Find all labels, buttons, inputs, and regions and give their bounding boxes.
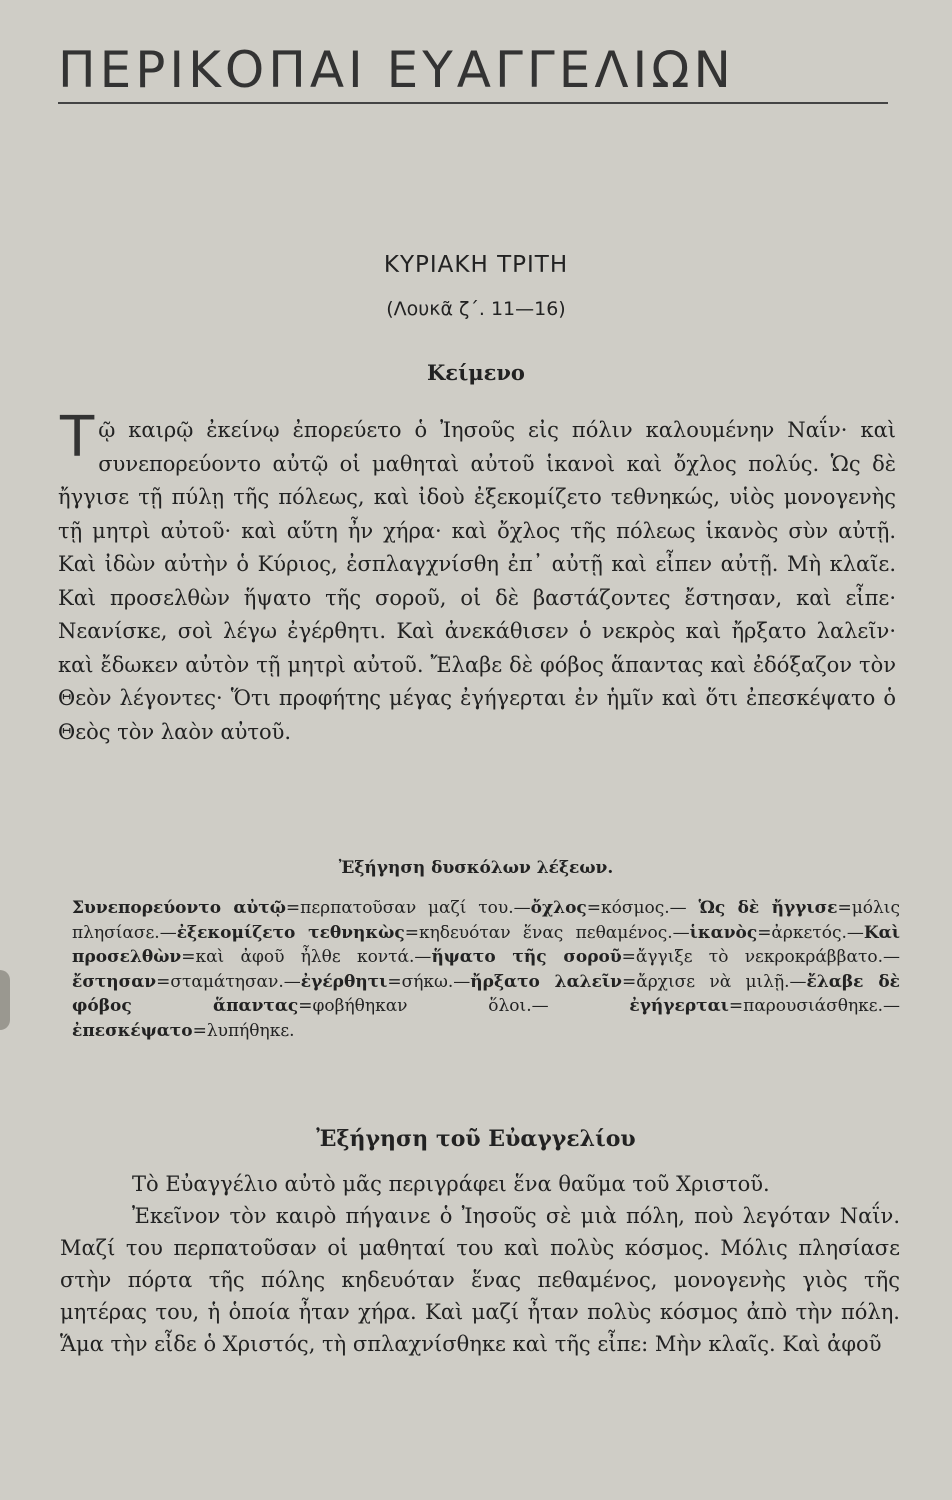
difficult-words-heading: Ἐξήγηση δυσκόλων λέξεων. xyxy=(338,858,614,878)
glossary-meaning: =σταμάτησαν.— xyxy=(156,971,301,992)
explanation-first-sentence: Τὸ Εὐαγγέλιο αὐτὸ μᾶς περιγράφει ἕνα θαῦμα τοῦ Χριστοῦ. xyxy=(132,1172,770,1196)
glossary-paragraph xyxy=(72,896,900,1044)
explanation-body: Ἐκεῖνον τὸν καιρὸ πήγαινε ὁ Ἰησοῦς σὲ μιὰ πόλη, ποὺ λεγόταν Ναΐν. Μαζί του περπατοῦσαν οἱ μαθηταί του καὶ πολὺς κόσμος. Μόλις πλησίασε στὴν πόρτα τῆς πόλης κηδευόταν ἕνας πεθαμένος, μονογενὴς γιὸς τῆς μητέρας του, ἡ ὁποία ἦταν χήρα. Καὶ μαζί ἦταν πολὺς κόσμος ἀπὸ τὴν πόλη. Ἅμα τὴν εἶδε ὁ Χριστός, τὴ σπλαχνίσθηκε καὶ τῆς εἶπε: Μὴν κλαῖς. Καὶ ἀφοῦ xyxy=(60,1204,900,1356)
glossary-term: ὄχλος xyxy=(530,898,587,918)
glossary-term: ἐπεσκέψατο xyxy=(72,1020,193,1041)
glossary-term: ἤρξατο λαλεῖν xyxy=(470,971,622,992)
glossary-term: Καὶ προσελθὼν xyxy=(72,922,900,968)
glossary-term: ἐγήγερται xyxy=(629,996,729,1017)
explanation-heading: Ἐξήγηση τοῦ Εὐαγγελίου xyxy=(316,1126,636,1152)
glossary-meaning: =σήκω.— xyxy=(387,971,471,992)
glossary-meaning: =κόσμος.— xyxy=(586,898,699,918)
sunday-title: ΚΥΡΙΑΚΗ ΤΡΙΤΗ xyxy=(383,252,569,278)
scripture-reference: (Λουκᾶ ζ΄. 11—16) xyxy=(386,298,566,320)
glossary-meaning: =παρουσιάσθηκε.— xyxy=(728,996,900,1017)
glossary-term: ἔστησαν xyxy=(72,971,157,992)
glossary-meaning: =ἀρκετός.— xyxy=(757,922,864,943)
glossary-term: Συνεπορεύοντο αὐτῷ xyxy=(72,898,286,918)
glossary-meaning: =ἄρχισε νὰ μιλῇ.— xyxy=(621,971,807,992)
glossary-term: ἔλαβε δὲ φόβος ἅπαντας xyxy=(72,971,900,1017)
glossary-term: ἐγέρθητι xyxy=(300,971,388,992)
gospel-text-paragraph xyxy=(58,405,896,749)
glossary-term: Ὡς δὲ ἤγγισε xyxy=(698,898,838,918)
glossary-term: ἱκανὸς xyxy=(689,922,758,943)
text-heading: Κείμενο xyxy=(427,360,525,385)
glossary-meaning: =φοβήθηκαν ὅλοι.— xyxy=(298,996,630,1017)
page-header-title: ΠΕΡΙΚΟΠΑΙ ΕΥΑΓΓΕΛΙΩΝ xyxy=(58,40,888,104)
glossary-meaning: =καὶ ἀφοῦ ἦλθε κοντά.— xyxy=(181,947,432,968)
glossary-meaning: =κηδευόταν ἕνας πεθαμένος.— xyxy=(404,922,690,943)
gospel-text-body: ῷ καιρῷ ἐκείνῳ ἐπορεύετο ὁ Ἰησοῦς εἰς πόλιν καλουμένην Ναΐν· καὶ συνεπορεύοντο αὐτῷ οἱ μαθηταὶ αὐτοῦ ἱκανοὶ καὶ ὄχλος πολύς. Ὡς δὲ ἤγγισε τῇ πύλῃ τῆς πόλεως, καὶ ἰδοὺ ἐξεκομίζετο τεθνηκώς, υἱὸς μονογενὴς τῇ μητρὶ αὐτοῦ· καὶ αὕτη ἦν χήρα· καὶ ὄχλος τῆς πόλεως ἱκανὸς σὺν αὐτῇ. Καὶ ἰδὼν αὐτὴν ὁ Κύριος, ἐσπλαγχνίσθη ἐπ᾿ αὐτῇ καὶ εἶπεν αὐτῇ. Μὴ κλαῖε. Καὶ προσελθὼν ἥψατο τῆς σοροῦ, οἱ δὲ βαστάζοντες ἔστησαν, καὶ εἶπε· Νεανίσκε, σοὶ λέγω ἐγέρθητι. Καὶ ἀνεκάθισεν ὁ νεκρὸς καὶ ἤρξατο λαλεῖν· καὶ ἔδωκεν αὐτὸν τῇ μητρὶ αὐτοῦ. Ἔλαβε δὲ φόβος ἅπαντας καὶ ἐδόξαζον τὸν Θεὸν λέγοντες· Ὅτι προφήτης μέγας ἐγήγερται ἐν ἡμῖν καὶ ὅτι ἐπεσκέψατο ὁ Θεὸς τὸν λαὸν αὐτοῦ. xyxy=(58,418,896,744)
explanation-paragraph xyxy=(60,1168,900,1360)
glossary-meaning: =μόλις πλησίασε.— xyxy=(72,898,900,943)
glossary-term: ἥψατο τῆς σοροῦ xyxy=(431,947,622,968)
glossary-term: ἐξεκομίζετο τεθνηκὼς xyxy=(176,922,405,943)
glossary-meaning: =ἄγγιξε τὸ νεκροκράββατο.— xyxy=(621,947,900,968)
glossary-meaning: =περπατοῦσαν μαζί του.— xyxy=(285,898,531,918)
glossary-meaning: =λυπήθηκε. xyxy=(192,1020,295,1041)
page-edge-shadow xyxy=(0,970,10,1030)
drop-cap: Τ xyxy=(60,405,95,470)
